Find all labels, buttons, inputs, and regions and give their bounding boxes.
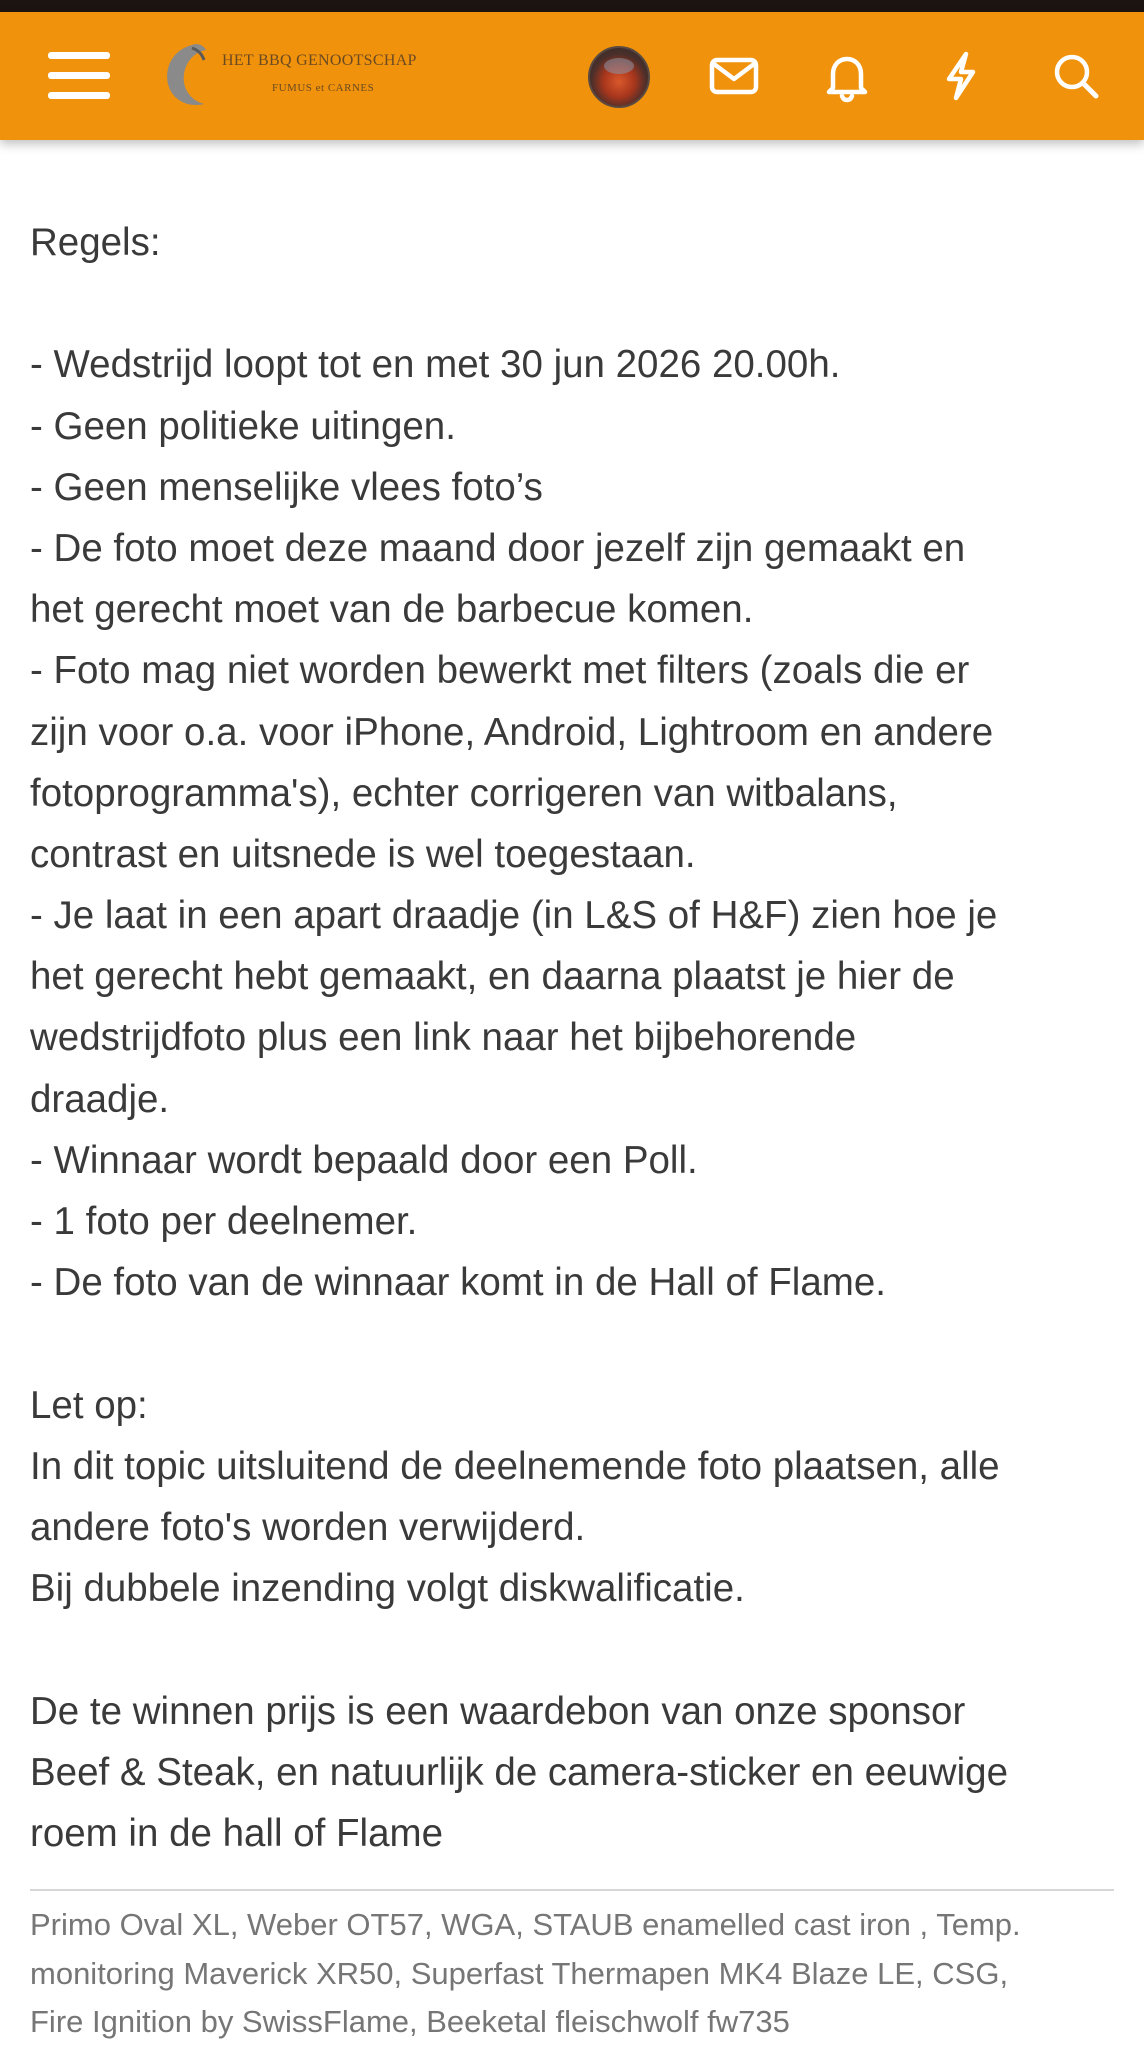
rule-line: - Wedstrijd loopt tot en met 30 jun 2026 20.00h. (30, 343, 841, 387)
envelope-icon[interactable] (706, 48, 762, 104)
prize-line: De te winnen prijs is een waardebon van onze sponsor (30, 1689, 966, 1733)
notice-heading: Let op: (30, 1383, 148, 1427)
rule-line: - De foto van de winnaar komt in de Hall of Flame. (30, 1261, 886, 1305)
rule-line: zijn voor o.a. voor iPhone, Android, Lightroom en andere (30, 710, 994, 754)
prize-line: roem in de hall of Flame (30, 1811, 443, 1855)
signature-line: Fire Ignition by SwissFlame, Beeketal fleischwolf fw735 (30, 2004, 790, 2039)
rule-line: - Geen menselijke vlees foto’s (30, 465, 543, 509)
rule-line: - Winnaar wordt bepaald door een Poll. (30, 1138, 698, 1182)
hamburger-menu-icon[interactable] (48, 48, 110, 104)
logo-subtitle: FUMUS et CARNES (272, 82, 375, 94)
prize-line: Beef & Steak, en natuurlijk de camera-sticker en eeuwige (30, 1750, 1008, 1794)
logo-title: HET BBQ GENOOTSCHAP (222, 52, 417, 69)
search-icon[interactable] (1048, 48, 1104, 104)
signature-divider (30, 1889, 1114, 1891)
signature-line: monitoring Maverick XR50, Superfast Thermapen MK4 Blaze LE, CSG, (30, 1955, 1009, 1991)
site-logo[interactable] (162, 38, 462, 118)
rule-line: - Foto mag niet worden bewerkt met filters (zoals die er (30, 649, 970, 693)
notice-line: Bij dubbele inzending volgt diskwalificatie. (30, 1567, 745, 1611)
logo-crescent-icon (162, 40, 218, 110)
bell-icon[interactable] (819, 48, 875, 104)
user-signature (30, 1901, 1120, 2047)
rule-line: contrast en uitsnede is wel toegestaan. (30, 832, 696, 876)
signature-line: Primo Oval XL, Weber OT57, WGA, STAUB enamelled cast iron , Temp. (30, 1907, 1021, 1942)
notice-line: andere foto's worden verwijderd. (30, 1505, 586, 1549)
rule-line: draadje. (30, 1077, 170, 1121)
rule-line: - De foto moet deze maand door jezelf zijn gemaakt en (30, 526, 966, 570)
rule-line: het gerecht hebt gemaakt, en daarna plaatst je hier de (30, 955, 955, 999)
rule-line: het gerecht moet van de barbecue komen. (30, 588, 754, 632)
rule-line: - 1 foto per deelnemer. (30, 1200, 418, 1243)
post-body (30, 212, 1120, 1864)
rule-line: - Geen politieke uitingen. (30, 404, 456, 448)
lightning-bolt-icon[interactable] (933, 48, 989, 104)
rule-line: fotoprogramma's), echter corrigeren van witbalans, (30, 771, 898, 815)
rule-line: wedstrijdfoto plus een link naar het bijbehorende (30, 1016, 857, 1060)
notice-line: In dit topic uitsluitend de deelnemende foto plaatsen, alle (30, 1444, 1000, 1488)
rules-heading: Regels: (30, 221, 161, 264)
user-avatar[interactable] (588, 46, 650, 108)
status-strip (0, 0, 1144, 12)
top-header-bar (0, 12, 1144, 140)
rule-line: - Je laat in een apart draadje (in L&S of H&F) zien hoe je (30, 894, 998, 938)
